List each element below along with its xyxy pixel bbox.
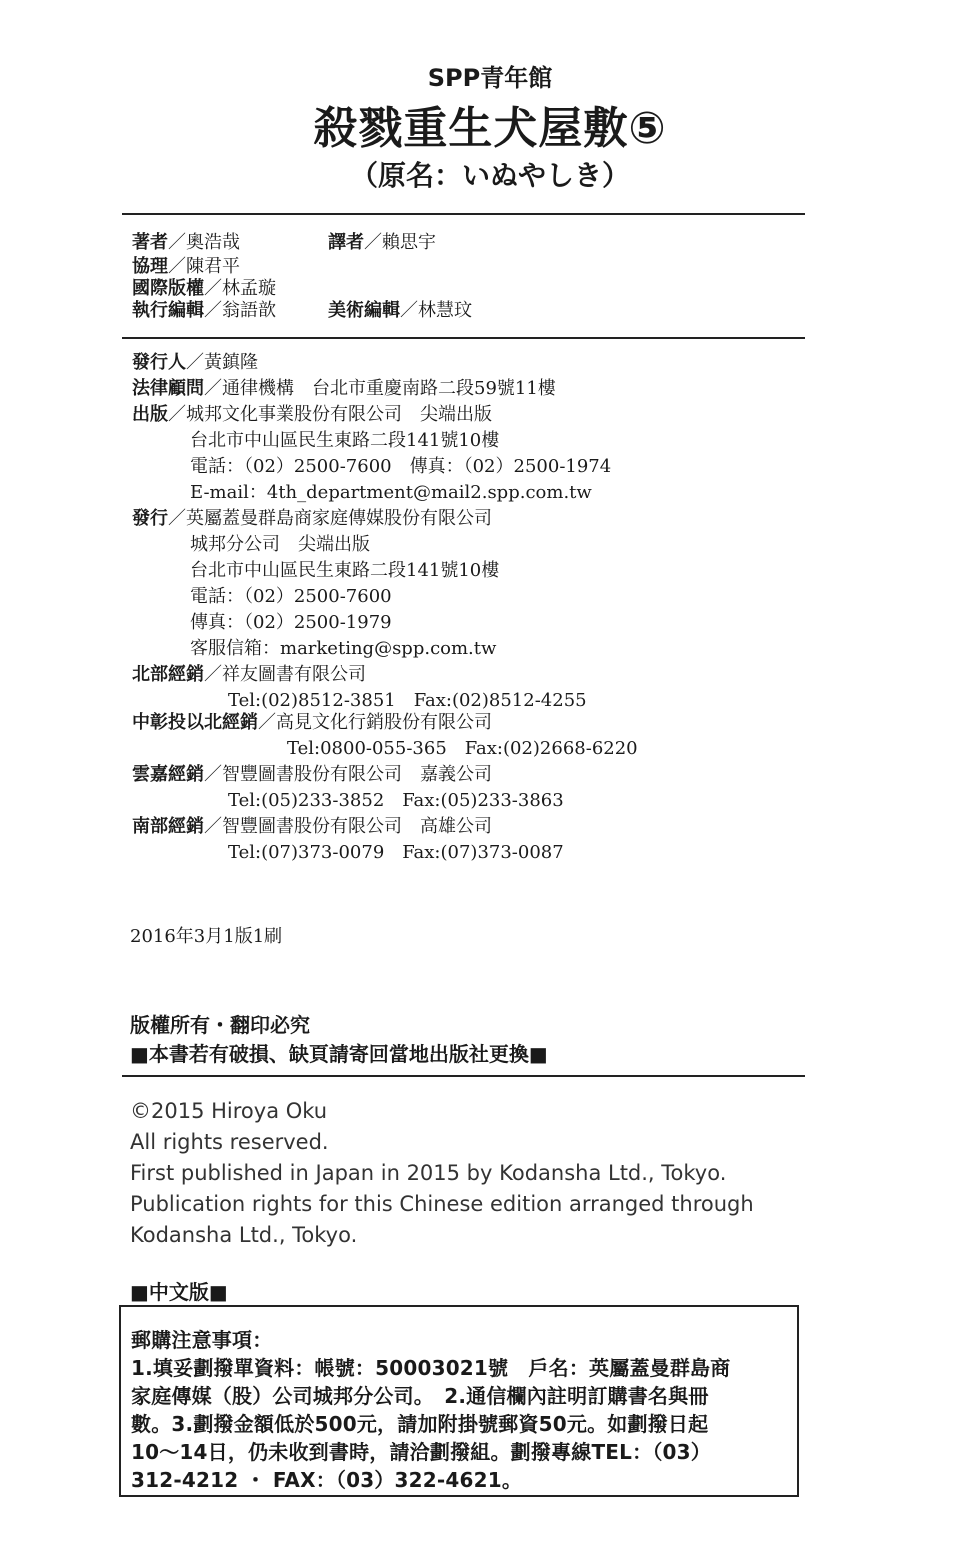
printing-edition: 2016年3月1版1刷 [130,926,283,947]
pub-value: 祥友圖書有限公司 [222,664,366,685]
south-distributor: 南部經銷／智豐圖書股份有限公司 高雄公司 [132,816,492,837]
credit-label: 美術編輯 [328,300,400,321]
english-arranged: Publication rights for this Chinese edition arranged through [130,1192,754,1216]
credit-label: 譯者 [328,232,364,253]
pub-label: 法律顧問 [132,378,204,399]
pub-label: 雲嘉經銷 [132,764,204,785]
pub-value: 通律機構 台北市重慶南路二段59號11樓 [222,378,556,399]
yunjia-distributor: 雲嘉經銷／智豐圖書股份有限公司 嘉義公司 [132,764,492,785]
credit-value: 賴思宇 [382,232,436,253]
central-contact: Tel:0800-055-365 Fax:(02)2668-6220 [287,738,638,759]
publisher-line: 出版／城邦文化事業股份有限公司 尖端出版 [132,404,492,425]
legal-line: 法律顧問／通律機構 台北市重慶南路二段59號11樓 [132,378,556,399]
damage-notice: ■本書若有破損、缺頁請寄回當地出版社更換■ [130,1042,548,1066]
distributor-address: 台北市中山區民生東路二段141號10樓 [190,560,500,581]
notice-line: 312-4212 ・ FAX：（03）322-4621。 [131,1468,523,1492]
credit-translator: 譯者／賴思宇 [328,232,436,253]
english-kodansha: Kodansha Ltd., Tokyo. [130,1223,358,1247]
issuer-line: 發行人／黃鎮隆 [132,352,258,373]
mail-order-notice-box [119,1305,799,1497]
english-reserved: All rights reserved. [130,1130,329,1154]
credit-value: 翁語歆 [222,300,276,321]
pub-label: 北部經銷 [132,664,204,685]
distributor-service-email: 客服信箱：marketing@spp.com.tw [190,638,497,659]
credit-assist: 協理／陳君平 [132,256,240,277]
credit-label: 國際版權 [132,278,204,299]
divider [122,1075,805,1077]
pub-value: 智豐圖書股份有限公司 嘉義公司 [222,764,492,785]
credit-label: 協理 [132,256,168,277]
english-copyright: ©2015 Hiroya Oku [130,1099,328,1123]
distributor-fax: 傳真：（02）2500-1979 [190,612,392,633]
north-contact: Tel:(02)8512-3851 Fax:(02)8512-4255 [228,690,587,711]
north-distributor: 北部經銷／祥友圖書有限公司 [132,664,366,685]
credit-value: 陳君平 [186,256,240,277]
credit-author: 著者／奧浩哉 [132,232,240,253]
pub-value: 高見文化行銷股份有限公司 [276,712,492,733]
english-first-published: First published in Japan in 2015 by Kodansha Ltd., Tokyo. [130,1161,727,1185]
pub-value: 智豐圖書股份有限公司 高雄公司 [222,816,492,837]
book-title: 殺戮重生犬屋敷⑤ [313,103,667,154]
credit-exec-editor: 執行編輯／翁語歆 [132,300,276,321]
credit-intl-rights: 國際版權／林孟璇 [132,278,276,299]
distributor-phone: 電話：（02）2500-7600 [190,586,392,607]
pub-label: 出版 [132,404,168,425]
pub-value: 黃鎮隆 [204,352,258,373]
pub-label: 發行 [132,508,168,529]
pub-value: 英屬蓋曼群島商家庭傳媒股份有限公司 [186,508,492,529]
imprint-label: SPP青年館 [427,64,553,92]
credit-value: 奧浩哉 [186,232,240,253]
publisher-phone: 電話：（02）2500-7600 傳真：（02）2500-1974 [190,456,612,477]
notice-heading: 郵購注意事項： [131,1328,273,1352]
divider [122,337,805,339]
credit-value: 林慧玟 [418,300,472,321]
distributor-line: 發行／英屬蓋曼群島商家庭傳媒股份有限公司 [132,508,492,529]
copyright-notice: 版權所有・翻印必究 [130,1013,310,1037]
south-contact: Tel:(07)373-0079 Fax:(07)373-0087 [228,842,564,863]
credit-label: 著者 [132,232,168,253]
chinese-edition-label: ■中文版■ [130,1280,228,1304]
distributor-branch: 城邦分公司 尖端出版 [190,534,370,555]
pub-label: 中彰投以北經銷 [132,712,258,733]
credit-art-editor: 美術編輯／林慧玟 [328,300,472,321]
central-distributor: 中彰投以北經銷／高見文化行銷股份有限公司 [132,712,492,733]
pub-value: 城邦文化事業股份有限公司 尖端出版 [186,404,492,425]
notice-line: 10〜14日，仍未收到書時，請洽劃撥組。劃撥專線TEL：（03） [131,1440,711,1464]
notice-line: 家庭傳媒（股）公司城邦分公司。 2.通信欄內註明訂購書名與冊 [131,1384,709,1408]
original-title: （原名：いぬやしき） [349,159,630,192]
notice-line: 1.填妥劃撥單資料：帳號：50003021號 戶名：英屬蓋曼群島商 [131,1356,731,1380]
publisher-address: 台北市中山區民生東路二段141號10樓 [190,430,500,451]
credit-value: 林孟璇 [222,278,276,299]
notice-line: 數。3.劃撥金額低於500元，請加附掛號郵資50元。如劃撥日起 [131,1412,709,1436]
yunjia-contact: Tel:(05)233-3852 Fax:(05)233-3863 [228,790,564,811]
divider [122,213,805,215]
publisher-email: E-mail：4th_department@mail2.spp.com.tw [190,482,592,503]
pub-label: 南部經銷 [132,816,204,837]
credit-label: 執行編輯 [132,300,204,321]
pub-label: 發行人 [132,352,186,373]
